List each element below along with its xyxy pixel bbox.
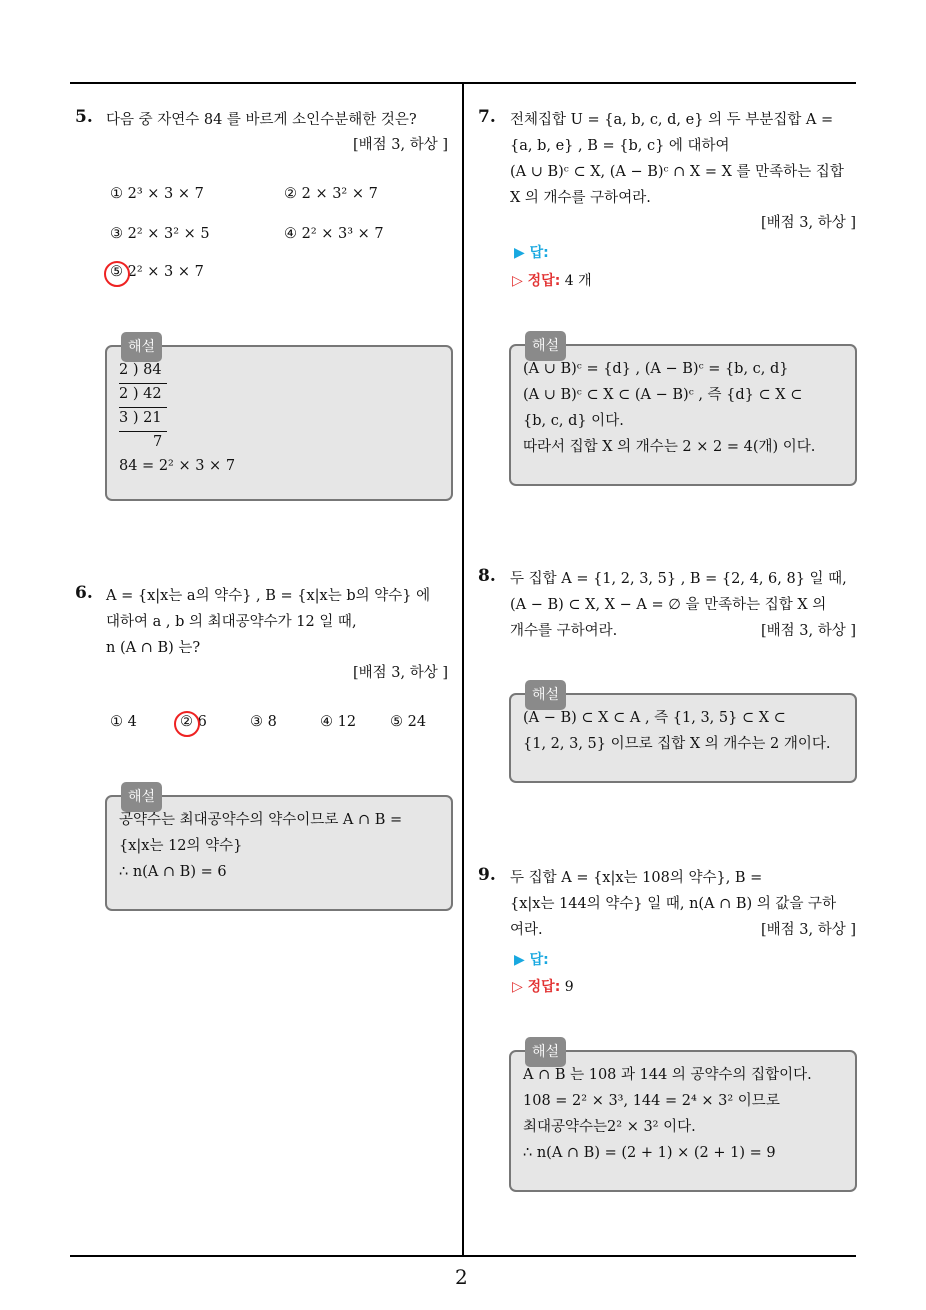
answer-input-label[interactable]: ▶ 답: (514, 952, 549, 968)
correct-value: 4 개 (564, 273, 592, 289)
choice-5[interactable]: ⑤ 24 (390, 714, 427, 730)
explanation-tag: 해설 (525, 331, 566, 361)
question-number: 7. (478, 107, 496, 127)
score-label: [배점 3, 하상 ] (760, 623, 856, 639)
division-step: 3 ) 21 (119, 405, 167, 432)
explanation-line: {b, c, d} 이다. (523, 413, 624, 429)
score-label: [배점 3, 하상 ] (760, 215, 856, 231)
selected-answer-mark (174, 711, 200, 737)
question-number: 8. (478, 566, 496, 586)
division-result: 84 = 2² × 3 × 7 (119, 458, 236, 474)
choice-2[interactable]: ② 2 × 3² × 7 (284, 186, 378, 202)
question-line: n (A ∩ B) 는? (106, 640, 201, 656)
choice-2[interactable]: ② 6 (180, 714, 207, 730)
question-line: 대하여 a , b 의 최대공약수가 12 일 때, (106, 614, 357, 630)
explanation-tag: 해설 (121, 332, 162, 362)
explanation-line: ∴ n(A ∩ B) = (2 + 1) × (2 + 1) = 9 (523, 1145, 776, 1161)
page-number: 2 (455, 1265, 468, 1289)
question-line: X 의 개수를 구하여라. (510, 190, 651, 206)
choice-1[interactable]: ① 2³ × 3 × 7 (110, 186, 204, 202)
correct-label: ▷ 정답: (512, 979, 561, 995)
question-text (106, 583, 454, 661)
explanation-line: A ∩ B 는 108 과 144 의 공약수의 집합이다. (523, 1067, 812, 1083)
question-text (510, 107, 858, 211)
division-step: 2 ) 42 (119, 381, 167, 408)
explanation-line: {1, 2, 3, 5} 이므로 집합 X 의 개수는 2 개이다. (523, 736, 831, 752)
explanation-tag: 해설 (121, 782, 162, 812)
division-steps (119, 357, 439, 477)
choice-5[interactable]: ⑤ 2² × 3 × 7 (110, 264, 204, 280)
correct-value: 9 (564, 979, 574, 995)
bottom-rule (70, 1255, 856, 1257)
selected-answer-mark (104, 261, 130, 287)
question-line: {x|x는 144의 약수} 일 때, n(A ∩ B) 의 값을 구하 (510, 896, 837, 912)
question-line: (A − B) ⊂ X, X − A = ∅ 을 만족하는 집합 X 의 (510, 597, 827, 613)
question-text: 다음 중 자연수 84 를 바르게 소인수분해한 것은? (106, 112, 417, 128)
explanation-line: 108 = 2² × 3³, 144 = 2⁴ × 3² 이므로 (523, 1093, 780, 1109)
question-line: 전체집합 U = {a, b, c, d, e} 의 두 부분집합 A = (510, 112, 834, 128)
question-line: A = {x|x는 a의 약수} , B = {x|x는 b의 약수} 에 (106, 588, 431, 604)
score-label: [배점 3, 하상 ] (760, 922, 856, 938)
question-number: 5. (75, 107, 93, 127)
explanation-line: 최대공약수는2² × 3² 이다. (523, 1119, 696, 1135)
division-remainder: 7 (153, 434, 163, 450)
correct-answer (512, 270, 592, 290)
choice-1[interactable]: ① 4 (110, 714, 137, 730)
explanation-line: {x|x는 12의 약수} (119, 838, 243, 854)
question-line: 두 집합 A = {x|x는 108의 약수}, B = (510, 870, 763, 886)
question-line: 개수를 구하여라. (510, 623, 618, 639)
column-divider (462, 82, 464, 1257)
explanation-box (105, 339, 453, 501)
choice-4[interactable]: ④ 2² × 3³ × 7 (284, 226, 384, 242)
explanation-tag: 해설 (525, 1037, 566, 1067)
explanation-line: 따라서 집합 X 의 개수는 2 × 2 = 4(개) 이다. (523, 439, 816, 455)
question-number: 9. (478, 865, 496, 885)
correct-label: ▷ 정답: (512, 273, 561, 289)
division-step: 2 ) 84 (119, 357, 167, 384)
question-number: 6. (75, 583, 93, 603)
explanation-line: 공약수는 최대공약수의 약수이므로 A ∩ B = (119, 812, 403, 828)
question-line: 두 집합 A = {1, 2, 3, 5} , B = {2, 4, 6, 8} 일 때, (510, 571, 847, 587)
explanation-box (509, 1044, 857, 1192)
choice-3[interactable]: ③ 8 (250, 714, 277, 730)
explanation-box (105, 789, 453, 911)
explanation-line: ∴ n(A ∩ B) = 6 (119, 864, 227, 880)
explanation-tag: 해설 (525, 680, 566, 710)
choice-3[interactable]: ③ 2² × 3² × 5 (110, 226, 210, 242)
score-label: [배점 3, 하상 ] (352, 665, 448, 681)
correct-answer (512, 976, 574, 996)
question-line: {a, b, e} , B = {b, c} 에 대하여 (510, 138, 730, 154)
explanation-line: (A ∪ B)ᶜ ⊂ X ⊂ (A − B)ᶜ , 즉 {d} ⊂ X ⊂ (523, 387, 803, 403)
explanation-box (509, 338, 857, 486)
explanation-box (509, 687, 857, 783)
answer-input-label[interactable]: ▶ 답: (514, 245, 549, 261)
explanation-line: (A ∪ B)ᶜ = {d} , (A − B)ᶜ = {b, c, d} (523, 361, 789, 377)
choice-4[interactable]: ④ 12 (320, 714, 357, 730)
question-line: 여라. (510, 922, 543, 938)
explanation-line: (A − B) ⊂ X ⊂ A , 즉 {1, 3, 5} ⊂ X ⊂ (523, 710, 786, 726)
question-line: (A ∪ B)ᶜ ⊂ X, (A − B)ᶜ ∩ X = X 를 만족하는 집합 (510, 164, 844, 180)
score-label: [배점 3, 하상 ] (352, 137, 448, 153)
